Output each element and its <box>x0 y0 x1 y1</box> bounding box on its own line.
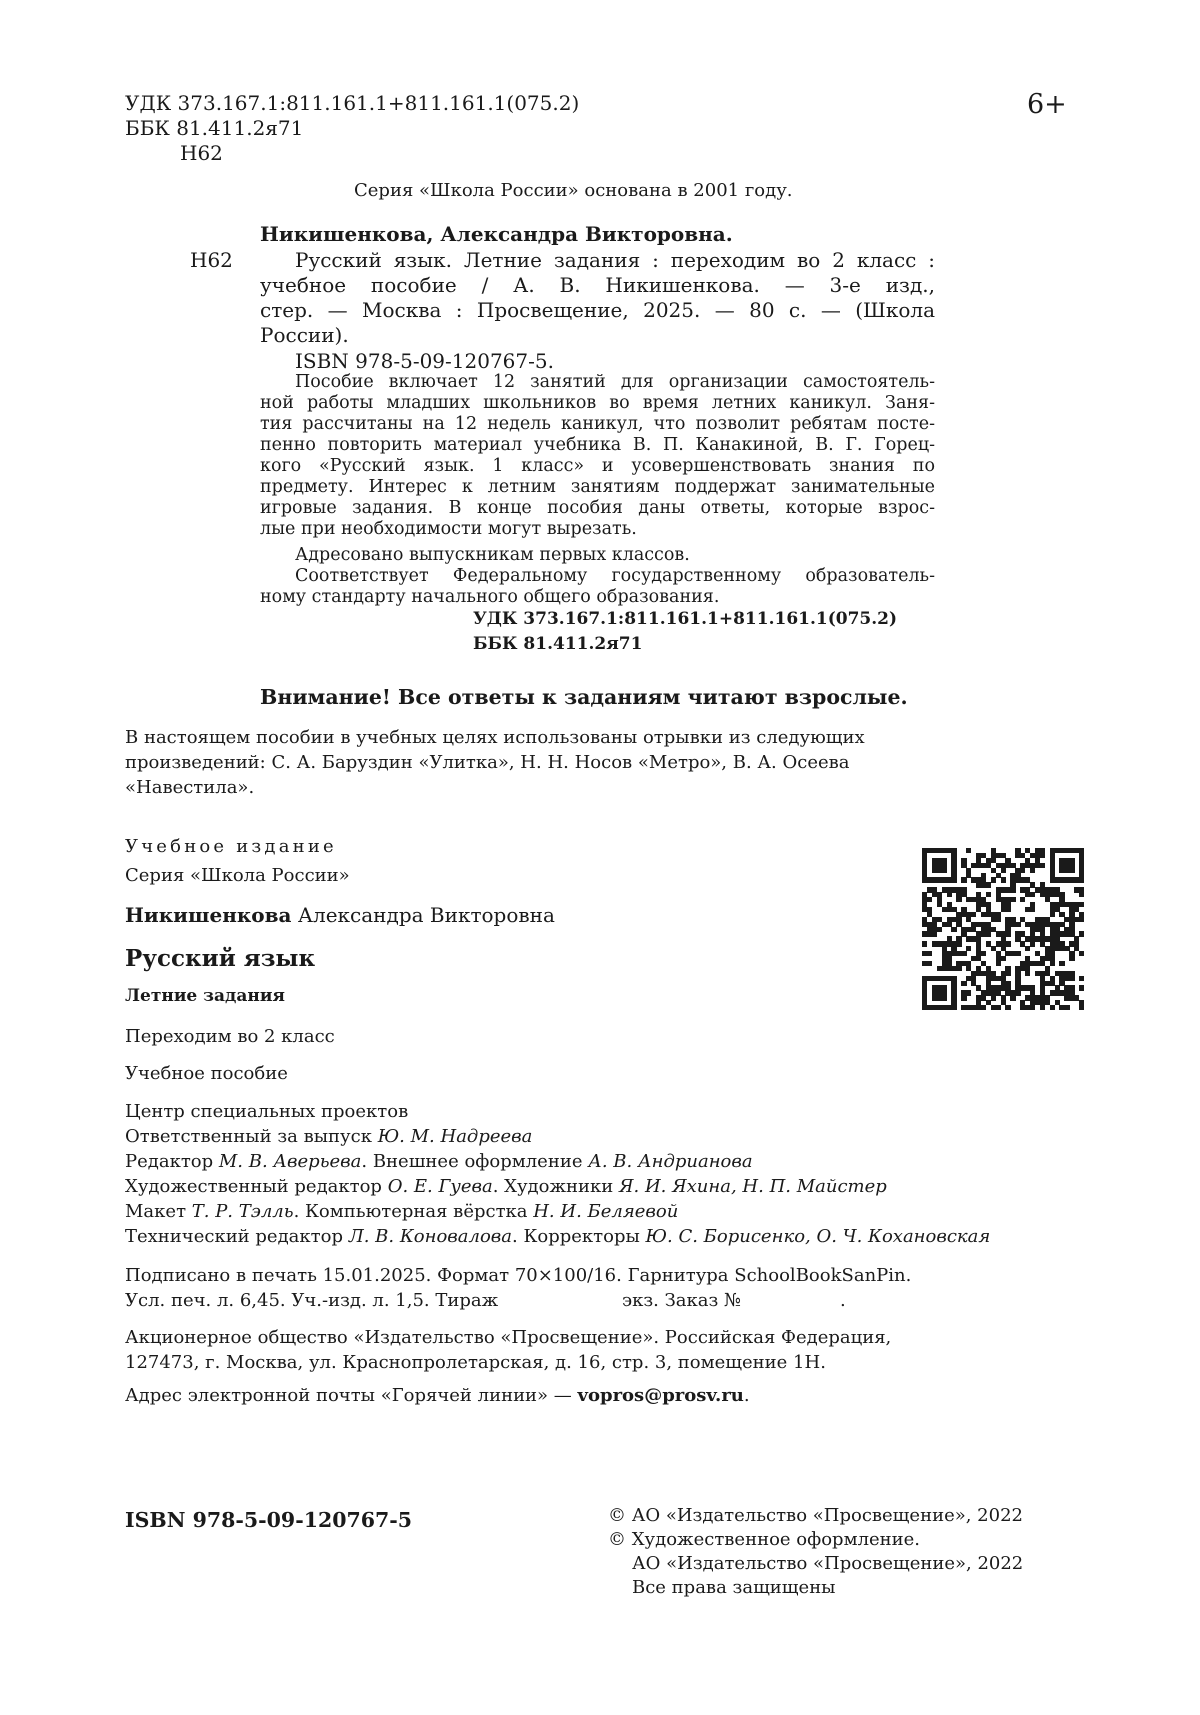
bib-udk: УДК 373.167.1:811.161.1+811.161.1(075.2) <box>473 609 898 629</box>
abstract-line: предмету. Интерес к летним занятиям поддержат занимательные <box>260 477 935 497</box>
edition-author <box>125 903 555 927</box>
credits-editor: Редактор М. В. Аверьева. Внешнее оформление А. В. Андрианова <box>125 1151 753 1172</box>
bib-addressed: Адресовано выпускникам первых классов. <box>295 545 690 565</box>
bib-standard-line: ному стандарту начального общего образования. <box>260 587 720 607</box>
publisher-line2: 127473, г. Москва, ул. Краснопролетарская, д. 16, стр. 3, помещение 1Н. <box>125 1352 826 1373</box>
bib-bbk: ББК 81.411.2я71 <box>473 634 643 654</box>
credits-art-editor: Художественный редактор О. Е. Гуева. Художники Я. И. Яхина, Н. П. Майстер <box>125 1176 887 1197</box>
bib-description <box>260 248 935 348</box>
edition-author-name: Александра Викторовна <box>291 903 555 927</box>
header-author-mark: Н62 <box>180 141 223 165</box>
abstract-line: игровые задания. В конце пособия даны ответы, которые взрос- <box>260 498 935 518</box>
copyright-line: © Художественное оформление. <box>608 1529 921 1550</box>
bib-mark: Н62 <box>190 248 233 272</box>
header-bbk: ББК 81.411.2я71 <box>125 116 304 140</box>
edition-author-surname: Никишенкова <box>125 903 292 927</box>
print-line2c: . <box>840 1290 846 1311</box>
credits-responsible: Ответственный за выпуск Ю. М. Надреева <box>125 1126 533 1147</box>
abstract-line: ной работы младших школьников во время летних каникул. Заня- <box>260 393 935 413</box>
edition-series: Серия «Школа России» <box>125 865 350 886</box>
footer-isbn: ISBN 978-5-09-120767-5 <box>125 1508 413 1532</box>
bib-description-line: России). <box>260 323 349 347</box>
bib-isbn: ISBN 978-5-09-120767-5. <box>295 349 554 373</box>
copyright-line: АО «Издательство «Просвещение», 2022 <box>632 1553 1024 1574</box>
age-rating: 6+ <box>1027 89 1067 120</box>
publisher-email[interactable]: vopros@prosv.ru <box>577 1385 744 1406</box>
qr-code <box>922 848 1084 1010</box>
credits-tech-editor: Технический редактор Л. В. Коновалова. Корректоры Ю. С. Борисенко, О. Ч. Кохановская <box>125 1226 991 1247</box>
publisher-email-line: Адрес электронной почты «Горячей линии» — vopros@prosv.ru. <box>125 1385 750 1406</box>
edition-subtitle: Летние задания <box>125 986 285 1006</box>
abstract-line: Пособие включает 12 занятий для организации самостоятель- <box>295 372 935 392</box>
edition-kind: Учебное пособие <box>125 1063 288 1084</box>
abstract-line: пенно повторить материал учебника В. П. Канакиной, В. Г. Горец- <box>260 435 935 455</box>
edition-title: Русский язык <box>125 945 316 972</box>
series-note: Серия «Школа России» основана в 2001 году. <box>354 180 793 201</box>
copyright-line: Все права защищены <box>632 1577 836 1598</box>
header-udk: УДК 373.167.1:811.161.1+811.161.1(075.2) <box>125 91 580 115</box>
edition-type: Учебное издание <box>125 836 337 857</box>
print-line1: Подписано в печать 15.01.2025. Формат 70×100/16. Гарнитура SchoolBookSanPin. <box>125 1265 912 1286</box>
abstract-line: кого «Русский язык. 1 класс» и усовершенствовать знания по <box>260 456 935 476</box>
copyright-line: © АО «Издательство «Просвещение», 2022 <box>608 1505 1023 1526</box>
excerpts-line: «Навестила». <box>125 777 255 798</box>
warning: Внимание! Все ответы к заданиям читают взрослые. <box>260 685 908 709</box>
bib-description-line: Русский язык. Летние задания : переходим во 2 класс : <box>295 248 935 272</box>
publisher-line1: Акционерное общество «Издательство «Просвещение». Российская Федерация, <box>125 1327 892 1348</box>
bib-description-line: стер. — Москва : Просвещение, 2025. — 80 с. — (Школа <box>260 298 935 322</box>
excerpts-line: В настоящем пособии в учебных целях использованы отрывки из следующих <box>125 727 865 748</box>
excerpts-line: произведений: С. А. Баруздин «Улитка», Н. Н. Носов «Метро», В. А. Осеева <box>125 752 850 773</box>
abstract-line: лые при необходимости могут вырезать. <box>260 519 637 539</box>
bib-standard-line: Соответствует Федеральному государственному образователь- <box>295 566 935 586</box>
bib-author: Никишенкова, Александра Викторовна. <box>260 222 733 246</box>
print-line2b: экз. Заказ № <box>622 1290 742 1311</box>
print-line2a: Усл. печ. л. 6,45. Уч.-изд. л. 1,5. Тираж <box>125 1290 499 1311</box>
edition-grade: Переходим во 2 класс <box>125 1026 335 1047</box>
bib-description-line: учебное пособие / А. В. Никишенкова. — 3-е изд., <box>260 273 935 297</box>
credits-layout: Макет Т. Р. Тэлль. Компьютерная вёрстка Н. И. Беляевой <box>125 1201 679 1222</box>
credits-center: Центр специальных проектов <box>125 1101 409 1122</box>
abstract-line: тия рассчитаны на 12 недель каникул, что позволит ребятам посте- <box>260 414 935 434</box>
